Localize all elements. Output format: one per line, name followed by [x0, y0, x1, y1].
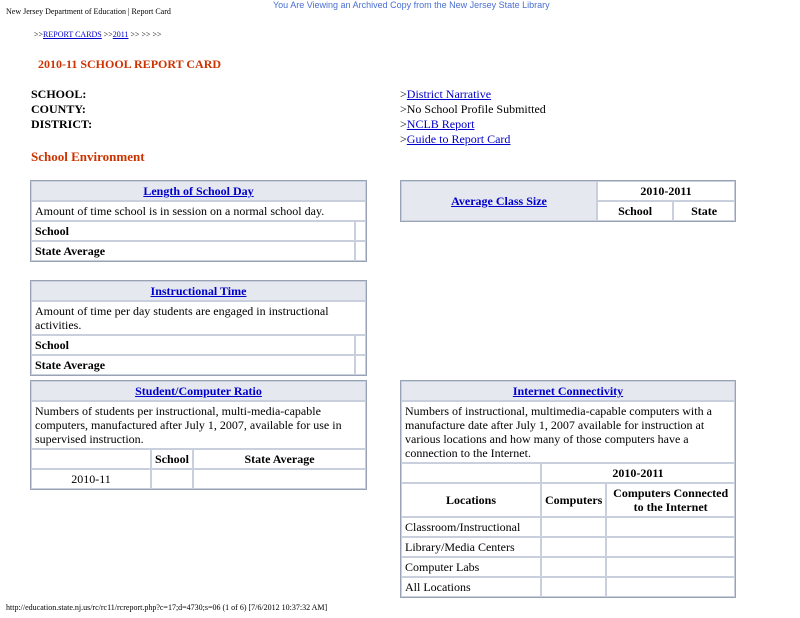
internet-connectivity-table	[400, 380, 736, 598]
instructional-time-link[interactable]: Instructional Time	[150, 284, 247, 298]
internet-col-locations: Locations	[401, 483, 541, 517]
length-of-day-table	[30, 180, 367, 262]
breadcrumb	[34, 30, 162, 39]
avg-class-size-link[interactable]: Average Class Size	[451, 194, 547, 208]
instructional-time-school-label: School	[31, 335, 355, 355]
internet-cell	[541, 517, 606, 537]
avg-class-size-header	[401, 181, 597, 221]
instructional-time-school-value	[355, 335, 366, 355]
internet-cell	[606, 557, 735, 577]
county-label: COUNTY:	[31, 102, 86, 116]
internet-cell	[606, 577, 735, 597]
length-of-day-link[interactable]: Length of School Day	[143, 184, 254, 198]
length-of-day-school-label: School	[31, 221, 355, 241]
guide-link[interactable]: Guide to Report Card	[406, 132, 511, 146]
student-computer-ratio-col-state: State Average	[193, 449, 366, 469]
avg-class-size-col-state: State	[673, 201, 735, 221]
internet-connectivity-header	[401, 381, 735, 401]
student-computer-ratio-link[interactable]: Student/Computer Ratio	[135, 384, 262, 398]
internet-year: 2010-2011	[541, 463, 735, 483]
internet-blank-header	[401, 463, 541, 483]
gt-marker: >	[400, 117, 407, 131]
student-computer-ratio-header	[31, 381, 366, 401]
student-computer-ratio-blank-header	[31, 449, 151, 469]
internet-cell	[606, 517, 735, 537]
district-narrative-link[interactable]: District Narrative	[406, 87, 492, 101]
section-title: School Environment	[31, 149, 145, 164]
student-computer-ratio-school-value	[151, 469, 193, 489]
nclb-report-row	[400, 117, 546, 132]
internet-row-library: Library/Media Centers	[401, 537, 541, 557]
internet-cell	[541, 537, 606, 557]
length-of-day-state-label: State Average	[31, 241, 355, 261]
instructional-time-table	[30, 280, 367, 376]
breadcrumb-tail: >> >> >>	[128, 30, 162, 39]
footer-url: http://education.state.nj.us/rc/rc11/rcreport.php?c=17;d=4730;s=06 (1 of 6) [7/6/2012 10:37:32 AM]	[6, 603, 328, 612]
internet-cell	[541, 557, 606, 577]
internet-connectivity-description: Numbers of instructional, multimedia-capable computers with a manufacture date after July 1, 2007 available for instruction at various locations and how many of those computers have a connection to the Internet.	[401, 401, 735, 463]
gt-marker: >	[400, 87, 407, 101]
district-narrative-row	[400, 87, 546, 102]
student-computer-ratio-table	[30, 380, 367, 490]
breadcrumb-year-link[interactable]: 2011	[112, 30, 129, 39]
archive-notice: You Are Viewing an Archived Copy from the New Jersey State Library	[273, 0, 550, 10]
internet-row-labs: Computer Labs	[401, 557, 541, 577]
report-links	[400, 87, 546, 147]
internet-row-all: All Locations	[401, 577, 541, 597]
avg-class-size-col-school: School	[597, 201, 673, 221]
student-computer-ratio-state-value	[193, 469, 366, 489]
instructional-time-state-label: State Average	[31, 355, 355, 375]
avg-class-size-table	[400, 180, 736, 222]
student-computer-ratio-description: Numbers of students per instructional, multi-media-capable computers, manufactured after July 1, 2007, available for use in supervised instruction.	[31, 401, 366, 449]
breadcrumb-prefix: >>	[34, 30, 44, 39]
length-of-day-header	[31, 181, 366, 201]
avg-class-size-year: 2010-2011	[597, 181, 735, 201]
no-profile-text: >No School Profile Submitted	[400, 102, 546, 116]
internet-col-connected: Computers Connected to the Internet	[606, 483, 735, 517]
guide-row	[400, 132, 546, 147]
length-of-day-school-value	[355, 221, 366, 241]
school-label: SCHOOL:	[31, 87, 87, 101]
page-title: 2010-11 SCHOOL REPORT CARD	[38, 57, 222, 71]
district-label: DISTRICT:	[31, 117, 93, 131]
breadcrumb-report-cards-link[interactable]: REPORT CARDS	[43, 30, 102, 39]
school-info	[31, 87, 92, 132]
length-of-day-description: Amount of time school is in session on a normal school day.	[31, 201, 366, 221]
instructional-time-header	[31, 281, 366, 301]
site-title: New Jersey Department of Education | Report Card	[6, 7, 171, 16]
internet-cell	[606, 537, 735, 557]
instructional-time-description: Amount of time per day students are engaged in instructional activities.	[31, 301, 366, 335]
student-computer-ratio-col-school: School	[151, 449, 193, 469]
internet-col-computers: Computers	[541, 483, 606, 517]
length-of-day-state-value	[355, 241, 366, 261]
instructional-time-state-value	[355, 355, 366, 375]
internet-cell	[541, 577, 606, 597]
breadcrumb-sep: >>	[101, 30, 113, 39]
internet-row-classroom: Classroom/Instructional	[401, 517, 541, 537]
internet-connectivity-link[interactable]: Internet Connectivity	[512, 384, 624, 398]
gt-marker: >	[400, 132, 407, 146]
student-computer-ratio-year: 2010-11	[31, 469, 151, 489]
nclb-report-link[interactable]: NCLB Report	[406, 117, 475, 131]
